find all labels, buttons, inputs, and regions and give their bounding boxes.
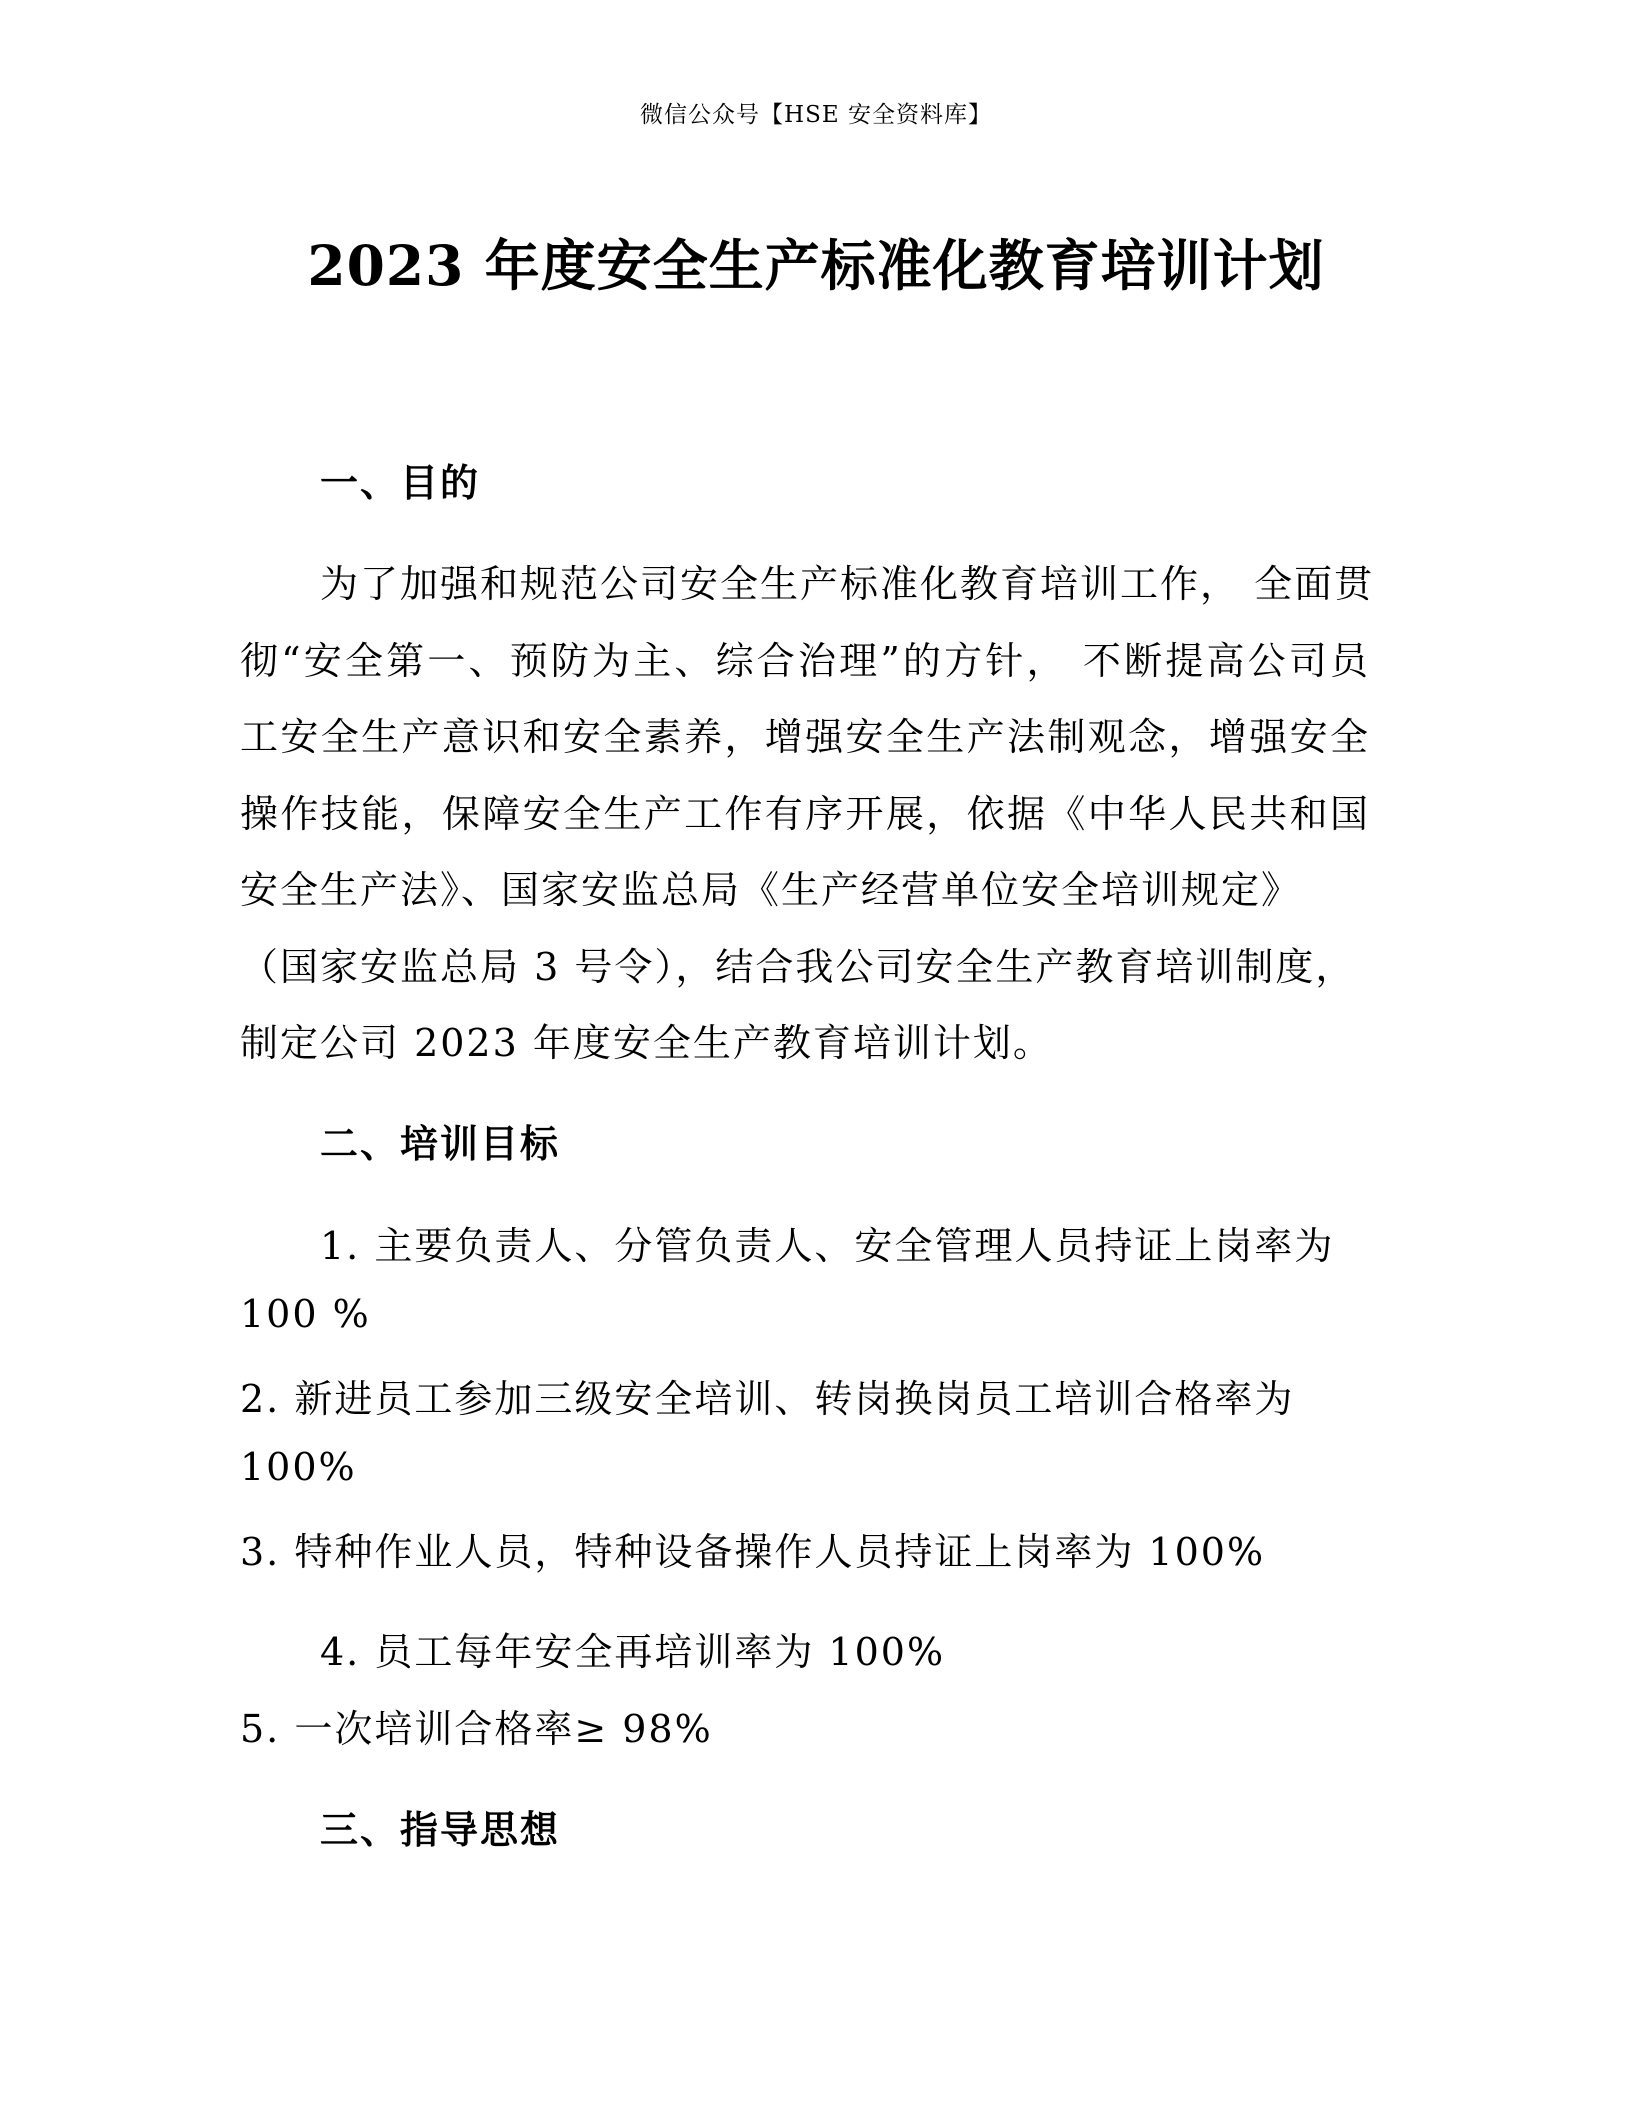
target-item-3: 3. 特种作业人员，特种设备操作人员持证上岗率为 100% <box>240 1530 1266 1574</box>
target-item-1: 1. 主要负责人、分管负责人、安全管理人员持证上岗率为 <box>320 1224 1335 1268</box>
purpose-line-2: 彻“安全第一、预防为主、综合治理”的方针， 不断提高公司员 <box>240 639 1370 683</box>
target-item-1-cont: 100 % <box>240 1292 371 1336</box>
purpose-line-1: 为了加强和规范公司安全生产标准化教育培训工作， 全面贯 <box>320 562 1375 606</box>
purpose-line-6: （国家安监总局 3 号令），结合我公司安全生产教育培训制度， <box>240 945 1356 989</box>
section-heading-purpose: 一、目的 <box>320 460 481 505</box>
target-item-2: 2. 新进员工参加三级安全培训、转岗换岗员工培训合格率为 <box>240 1377 1295 1421</box>
document-title: 2023 年度安全生产标准化教育培训计划 <box>307 233 1325 298</box>
section-heading-guidance: 三、指导思想 <box>320 1807 561 1852</box>
purpose-line-3: 工安全生产意识和安全素养，增强安全生产法制观念，增强安全 <box>240 715 1370 759</box>
target-item-4: 4. 员工每年安全再培训率为 100% <box>320 1630 946 1674</box>
target-item-5: 5. 一次培训合格率≥ 98% <box>240 1707 713 1751</box>
header-note: 微信公众号【HSE 安全资料库】 <box>640 102 992 128</box>
purpose-line-5: 安全生产法》、国家安监总局《生产经营单位安全培训规定》 <box>240 868 1302 912</box>
target-item-2-cont: 100% <box>240 1445 357 1489</box>
section-heading-targets: 二、培训目标 <box>320 1121 561 1166</box>
purpose-line-4: 操作技能，保障安全生产工作有序开展，依据《中华人民共和国 <box>240 792 1370 836</box>
purpose-line-7: 制定公司 2023 年度安全生产教育培训计划。 <box>240 1021 1053 1065</box>
